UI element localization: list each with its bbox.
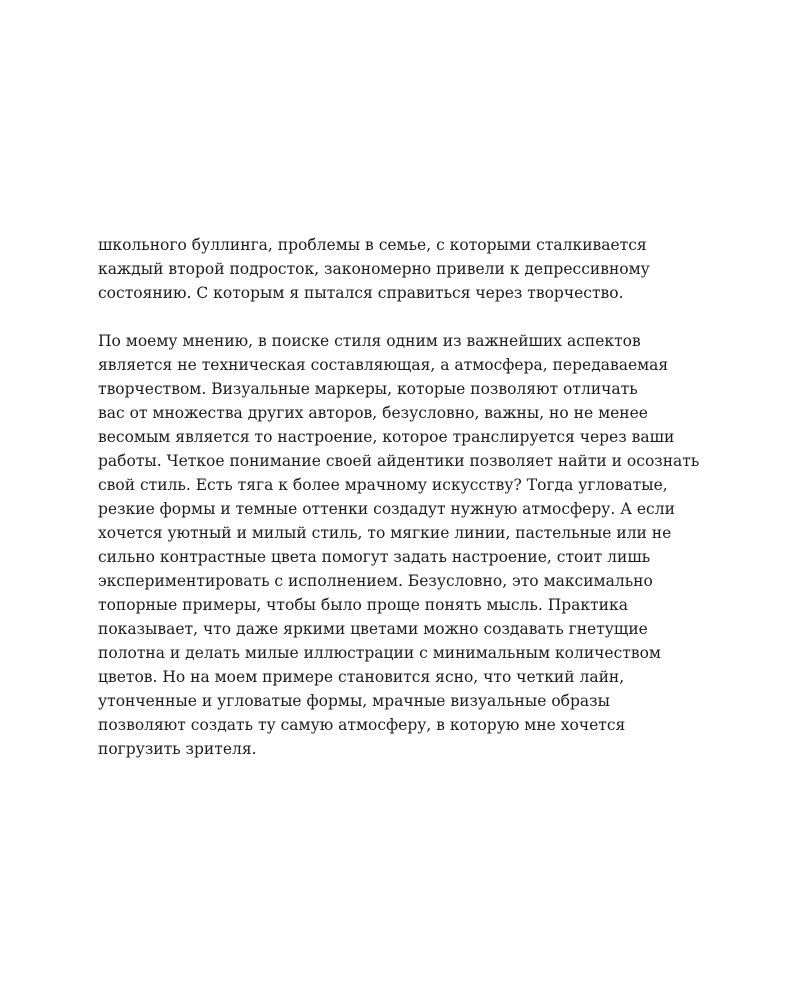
text-line: работы. Четкое понимание своей айдентики позволяет найти и осознать <box>98 452 700 470</box>
paragraph-2 <box>98 329 738 761</box>
text-line: сильно контрастные цвета помогут задать настроение, стоит лишь <box>98 548 651 566</box>
text-line: школьного буллинга, проблемы в семье, с которыми сталкивается <box>98 236 647 254</box>
text-line: топорные примеры, чтобы было проще понять мысль. Практика <box>98 596 628 614</box>
text-line: состоянию. С которым я пытался справиться через творчество. <box>98 284 624 302</box>
body-text <box>98 233 738 761</box>
text-line: полотна и делать милые иллюстрации с минимальным количеством <box>98 644 661 662</box>
text-line: экспериментировать с исполнением. Безусловно, это максимально <box>98 572 653 590</box>
text-line: свой стиль. Есть тяга к более мрачному искусству? Тогда угловатые, <box>98 476 668 494</box>
text-line: По моему мнению, в поиске стиля одним из важнейших аспектов <box>98 332 641 350</box>
text-line: показывает, что даже яркими цветами можно создавать гнетущие <box>98 620 648 638</box>
text-line: погрузить зрителя. <box>98 740 257 758</box>
text-line: весомым является то настроение, которое транслируется через ваши <box>98 428 675 446</box>
text-line: резкие формы и темные оттенки создадут нужную атмосферу. А если <box>98 500 675 518</box>
paragraph-1 <box>98 233 738 305</box>
text-line: хочется уютный и милый стиль, то мягкие линии, пастельные или не <box>98 524 672 542</box>
text-line: позволяют создать ту самую атмосферу, в которую мне хочется <box>98 716 626 734</box>
text-line: творчеством. Визуальные маркеры, которые позволяют отличать <box>98 380 638 398</box>
text-line: каждый второй подросток, закономерно привели к депрессивному <box>98 260 650 278</box>
text-line: является не техническая составляющая, а атмосфера, передаваемая <box>98 356 669 374</box>
text-line: цветов. Но на моем примере становится ясно, что четкий лайн, <box>98 668 625 686</box>
text-line: утонченные и угловатые формы, мрачные визуальные образы <box>98 692 610 710</box>
text-line: вас от множества других авторов, безусловно, важны, но не менее <box>98 404 648 422</box>
